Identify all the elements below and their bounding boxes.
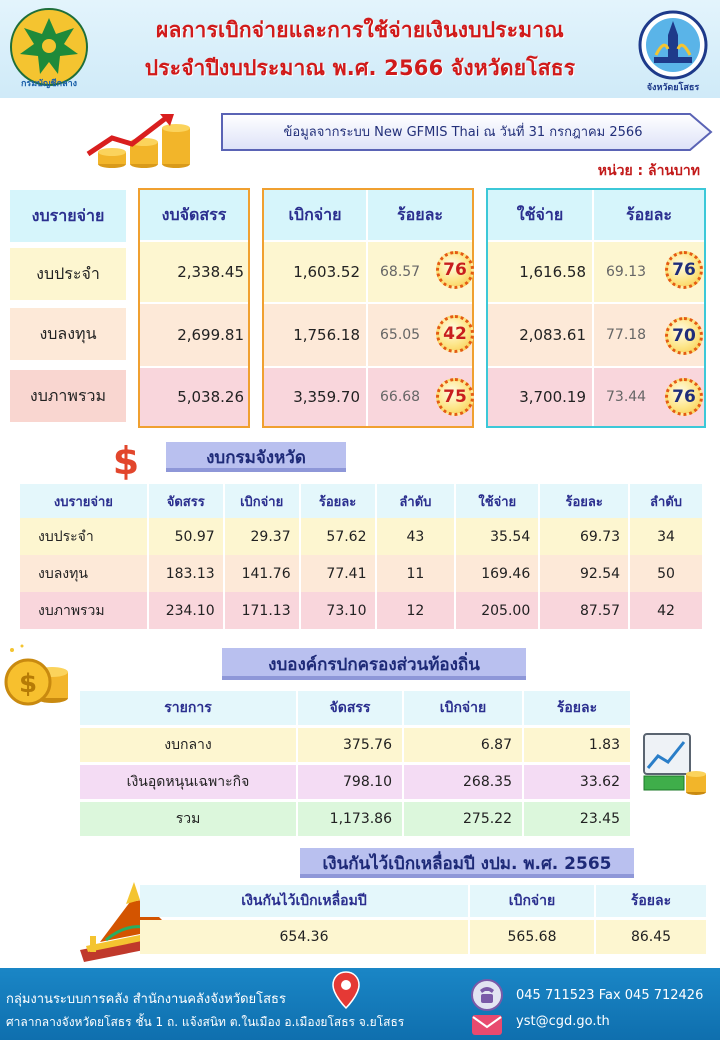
rank-value: 50 — [629, 555, 703, 592]
provincial-budget-table — [20, 484, 704, 629]
column-header: เบิกจ่าย — [470, 885, 596, 917]
column-header: ลำดับ — [629, 484, 703, 518]
rank-value: 12 — [376, 592, 456, 629]
summary-header-spent: ใช้จ่าย — [488, 190, 592, 240]
summary-row-name: งบประจำ — [10, 248, 126, 300]
summary-header-disbursed: เบิกจ่าย — [264, 190, 366, 240]
table-row — [80, 765, 632, 799]
summary-header-type: งบรายจ่าย — [10, 190, 126, 242]
cell-value: 798.10 — [298, 765, 404, 799]
logo-right-caption: จังหวัดยโสธร — [646, 83, 700, 93]
carryover-table — [140, 882, 708, 957]
cell-value: 73.10 — [300, 592, 376, 629]
rank-value: 43 — [376, 518, 456, 555]
column-header: เงินกันไว้เบิกเหลื่อมปี — [140, 885, 470, 917]
row-label: รวม — [80, 802, 298, 836]
column-header: ใช้จ่าย — [455, 484, 539, 518]
rank-badge: 76 — [665, 378, 703, 416]
cell-value: 565.68 — [470, 920, 596, 954]
table-row — [140, 920, 708, 954]
rank-badge: 76 — [665, 251, 703, 289]
summary-disbursed-value: 3,359.70 — [264, 368, 366, 426]
table-row — [20, 555, 703, 592]
cell-value: 183.13 — [148, 555, 224, 592]
summary-disbursed-value: 1,603.52 — [264, 242, 366, 302]
rank-value: 42 — [629, 592, 703, 629]
summary-spent-value: 2,083.61 — [488, 304, 592, 366]
row-label: งบลงทุน — [20, 555, 148, 592]
table-header-row — [140, 885, 708, 917]
column-header: ร้อยละ — [300, 484, 376, 518]
summary-spent-pct: 73.44 — [594, 368, 704, 426]
summary-disbursed-pct: 68.57 — [368, 242, 472, 302]
email-icon — [470, 1012, 504, 1038]
summary-spent-pct: 77.18 — [594, 304, 704, 366]
cell-value: 6.87 — [404, 728, 524, 762]
cell-value: 29.37 — [224, 518, 300, 555]
dollar-sign-icon — [104, 438, 148, 482]
page-title-line1: ผลการเบิกจ่ายและการใช้จ่ายเงินงบประมาณ — [156, 18, 564, 42]
column-header: ลำดับ — [376, 484, 456, 518]
row-label: งบประจำ — [20, 518, 148, 555]
cell-value: 205.00 — [455, 592, 539, 629]
table-header-row — [80, 691, 632, 725]
unit-label: หน่วย : ล้านบาท — [597, 163, 700, 179]
table-header-row — [20, 484, 703, 518]
cell-value: 57.62 — [300, 518, 376, 555]
svg-text:$: $ — [18, 669, 38, 699]
local-gov-title: งบองค์กรปกครองส่วนท้องถิ่น — [268, 654, 480, 675]
footer-address-text: ศาลากลางจังหวัดยโสธร ชั้น 1 ถ. แจ้งสนิท ต.ในเมือง อ.เมืองยโสธร จ.ยโสธร — [6, 1015, 405, 1029]
summary-disbursed-pct: 65.05 — [368, 304, 472, 366]
summary-disbursed-pct: 66.68 — [368, 368, 472, 426]
table-row — [80, 728, 632, 762]
provincial-title: งบกรมจังหวัด — [206, 447, 306, 468]
summary-row-name: งบลงทุน — [10, 308, 126, 360]
data-source-text: ข้อมูลจากระบบ New GFMIS Thai ณ วันที่ 31 กรกฎาคม 2566 — [283, 125, 643, 140]
gold-coins-icon — [2, 642, 72, 708]
cell-value: 169.46 — [455, 555, 539, 592]
row-label: เงินอุดหนุนเฉพาะกิจ — [80, 765, 298, 799]
table-row — [20, 518, 703, 555]
carryover-title: เงินกันไว้เบิกเหลื่อมปี งปม. พ.ศ. 2565 — [322, 853, 612, 874]
footer-email-link[interactable]: yst@cgd.go.th — [516, 1014, 610, 1029]
column-header: ร้อยละ — [596, 885, 708, 917]
logo-left-caption: กรมบัญชีกลาง — [20, 79, 78, 89]
cell-value: 77.41 — [300, 555, 376, 592]
cell-value: 33.62 — [524, 765, 632, 799]
column-header: จัดสรร — [148, 484, 224, 518]
row-label: งบกลาง — [80, 728, 298, 762]
footer-phone-text: 045 711523 Fax 045 712426 — [516, 988, 704, 1003]
summary-header-pct2: ร้อยละ — [594, 190, 704, 240]
local-gov-table — [80, 688, 632, 839]
summary-allocated-value: 2,338.45 — [140, 242, 248, 302]
cell-value: 1.83 — [524, 728, 632, 762]
table-row — [80, 802, 632, 836]
cell-value: 275.22 — [404, 802, 524, 836]
cell-value: 50.97 — [148, 518, 224, 555]
rank-badge: 70 — [665, 317, 703, 355]
rank-value: 34 — [629, 518, 703, 555]
footer-org-text: กลุ่มงานระบบการคลัง สำนักงานคลังจังหวัดยโสธร — [6, 992, 286, 1007]
cell-value: 86.45 — [596, 920, 708, 954]
column-header: เบิกจ่าย — [224, 484, 300, 518]
cell-value: 375.76 — [298, 728, 404, 762]
rank-badge: 75 — [436, 378, 474, 416]
financial-chart-icon — [640, 730, 710, 800]
cell-value: 268.35 — [404, 765, 524, 799]
cell-value: 35.54 — [455, 518, 539, 555]
summary-header-pct: ร้อยละ — [368, 190, 472, 240]
cell-value: 234.10 — [148, 592, 224, 629]
rank-badge: 76 — [436, 251, 474, 289]
cell-value: 141.76 — [224, 555, 300, 592]
cell-value: 1,173.86 — [298, 802, 404, 836]
page-title-line2: ประจำปีงบประมาณ พ.ศ. 2566 จังหวัดยโสธร — [144, 56, 576, 80]
column-header: รายการ — [80, 691, 298, 725]
summary-header-allocated: งบจัดสรร — [140, 190, 248, 240]
cell-value: 92.54 — [539, 555, 629, 592]
column-header: งบรายจ่าย — [20, 484, 148, 518]
column-header: ร้อยละ — [524, 691, 632, 725]
summary-spent-pct: 69.13 — [594, 242, 704, 302]
location-pin-icon — [330, 970, 362, 1010]
telephone-icon — [470, 978, 504, 1012]
rank-value: 11 — [376, 555, 456, 592]
summary-spent-value: 1,616.58 — [488, 242, 592, 302]
summary-row-name: งบภาพรวม — [10, 370, 126, 422]
summary-disbursed-value: 1,756.18 — [264, 304, 366, 366]
cell-value: 654.36 — [140, 920, 470, 954]
column-header: จัดสรร — [298, 691, 404, 725]
summary-allocated-value: 5,038.26 — [140, 368, 248, 426]
row-label: งบภาพรวม — [20, 592, 148, 629]
cell-value: 23.45 — [524, 802, 632, 836]
summary-allocated-value: 2,699.81 — [140, 304, 248, 366]
table-row — [20, 592, 703, 629]
cell-value: 69.73 — [539, 518, 629, 555]
svg-text:$: $ — [112, 439, 140, 482]
column-header: เบิกจ่าย — [404, 691, 524, 725]
column-header: ร้อยละ — [539, 484, 629, 518]
rank-badge: 42 — [436, 315, 474, 353]
cell-value: 87.57 — [539, 592, 629, 629]
province-seal-logo — [634, 4, 712, 92]
money-growth-chart-icon — [82, 108, 202, 174]
cell-value: 171.13 — [224, 592, 300, 629]
summary-spent-value: 3,700.19 — [488, 368, 592, 426]
